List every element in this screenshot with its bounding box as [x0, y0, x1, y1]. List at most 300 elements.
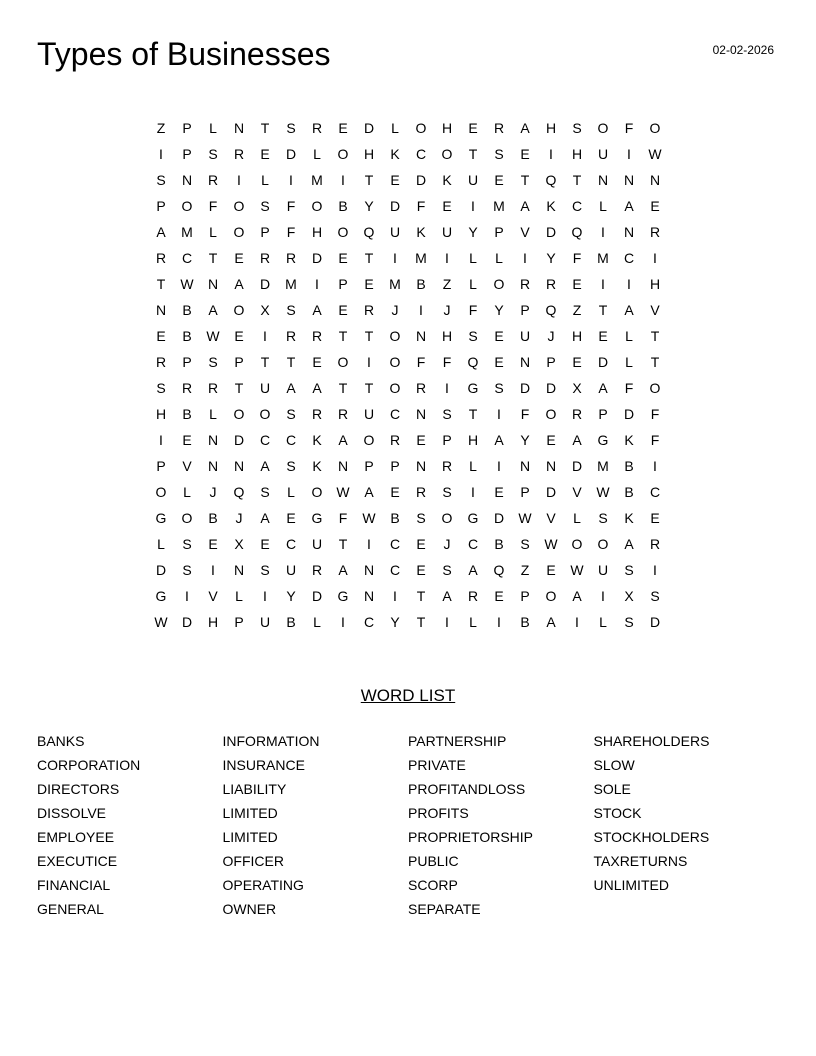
grid-letter: M: [285, 276, 297, 292]
grid-letter: L: [391, 120, 399, 136]
grid-letter: E: [494, 484, 504, 500]
grid-letter: O: [649, 120, 661, 136]
grid-letter: N: [623, 172, 635, 188]
grid-letter: N: [155, 302, 167, 318]
grid-letter: A: [234, 276, 244, 292]
grid-letter: T: [156, 276, 166, 292]
grid-letter: M: [181, 224, 193, 240]
grid-letter: W: [518, 510, 532, 526]
grid-letter: R: [311, 328, 323, 344]
grid-letter: R: [181, 380, 193, 396]
grid-letter: D: [259, 276, 271, 292]
grid-letter: I: [367, 354, 371, 370]
grid-letter: A: [624, 302, 634, 318]
grid-letter: C: [571, 198, 583, 214]
word-list-item: OWNER: [222, 901, 277, 917]
grid-letter: R: [649, 536, 661, 552]
grid-letter: L: [157, 536, 165, 552]
grid-letter: O: [233, 406, 245, 422]
grid-letter: A: [624, 198, 634, 214]
grid-letter: G: [155, 588, 167, 604]
grid-letter: O: [233, 198, 245, 214]
grid-letter: T: [338, 536, 348, 552]
grid-letter: B: [182, 406, 192, 422]
grid-letter: J: [547, 328, 555, 344]
grid-letter: E: [442, 198, 452, 214]
grid-letter: W: [570, 562, 584, 578]
grid-letter: E: [598, 328, 608, 344]
grid-letter: O: [259, 406, 271, 422]
grid-letter: V: [546, 510, 556, 526]
grid-letter: N: [415, 406, 427, 422]
grid-letter: D: [181, 614, 193, 630]
grid-letter: P: [442, 432, 452, 448]
grid-letter: Y: [286, 588, 296, 604]
grid-letter: N: [649, 172, 661, 188]
grid-letter: I: [627, 276, 631, 292]
grid-letter: H: [571, 328, 583, 344]
grid-letter: O: [363, 432, 375, 448]
word-list-item: BANKS: [37, 733, 85, 749]
grid-letter: E: [416, 562, 426, 578]
grid-letter: C: [389, 562, 401, 578]
grid-letter: O: [389, 380, 401, 396]
grid-letter: R: [311, 120, 323, 136]
grid-letter: K: [390, 146, 400, 162]
grid-letter: E: [650, 198, 660, 214]
grid-letter: T: [416, 588, 426, 604]
grid-letter: G: [311, 510, 323, 526]
grid-letter: O: [337, 146, 349, 162]
grid-letter: N: [207, 276, 219, 292]
grid-letter: H: [363, 146, 375, 162]
word-list-heading: WORD LIST: [360, 686, 456, 705]
grid-letter: D: [363, 120, 375, 136]
grid-letter: I: [445, 614, 449, 630]
grid-letter: D: [545, 380, 557, 396]
grid-letter: F: [286, 224, 296, 240]
grid-letter: E: [494, 588, 504, 604]
grid-letter: S: [624, 562, 634, 578]
grid-letter: P: [182, 120, 192, 136]
grid-letter: P: [182, 354, 192, 370]
grid-letter: P: [364, 458, 374, 474]
grid-letter: F: [650, 406, 660, 422]
grid-letter: S: [494, 146, 504, 162]
grid-letter: D: [623, 406, 635, 422]
word-list-item: SHAREHOLDERS: [593, 733, 710, 749]
grid-letter: F: [416, 198, 426, 214]
grid-letter: C: [363, 614, 375, 630]
grid-letter: E: [416, 536, 426, 552]
grid-letter: T: [338, 328, 348, 344]
grid-letter: T: [364, 380, 374, 396]
grid-letter: F: [442, 354, 452, 370]
grid-letter: R: [363, 302, 375, 318]
grid-letter: R: [649, 224, 661, 240]
grid-letter: A: [260, 510, 270, 526]
grid-letter: E: [520, 146, 530, 162]
grid-letter: I: [445, 380, 449, 396]
grid-letter: C: [467, 536, 479, 552]
grid-letter: K: [624, 432, 634, 448]
grid-letter: H: [155, 406, 167, 422]
grid-letter: P: [338, 276, 348, 292]
grid-letter: T: [260, 120, 270, 136]
grid-letter: N: [363, 562, 375, 578]
grid-letter: H: [649, 276, 661, 292]
grid-letter: S: [260, 198, 270, 214]
grid-letter: P: [494, 224, 504, 240]
grid-letter: U: [259, 380, 271, 396]
grid-letter: L: [209, 406, 217, 422]
grid-letter: A: [312, 380, 322, 396]
grid-letter: T: [338, 380, 348, 396]
grid-letter: S: [442, 562, 452, 578]
grid-letter: H: [311, 224, 323, 240]
grid-letter: Z: [156, 120, 166, 136]
grid-letter: J: [443, 536, 451, 552]
grid-letter: N: [519, 354, 531, 370]
grid-letter: P: [156, 198, 166, 214]
grid-letter: P: [390, 458, 400, 474]
grid-letter: E: [650, 510, 660, 526]
grid-letter: J: [391, 302, 399, 318]
grid-letter: T: [650, 328, 660, 344]
word-list-item: INSURANCE: [222, 757, 305, 773]
grid-letter: E: [338, 120, 348, 136]
word-list-item: SCORP: [408, 877, 458, 893]
grid-letter: J: [235, 510, 243, 526]
grid-letter: V: [520, 224, 530, 240]
grid-letter: N: [545, 458, 557, 474]
word-list-item: SLOW: [593, 757, 635, 773]
word-list: [37, 729, 779, 921]
grid-letter: S: [156, 172, 166, 188]
grid-letter: U: [389, 224, 401, 240]
grid-letter: L: [469, 458, 477, 474]
grid-letter: S: [182, 536, 192, 552]
grid-letter: Q: [545, 172, 557, 188]
grid-letter: S: [468, 328, 478, 344]
grid-letter: C: [259, 432, 271, 448]
grid-letter: S: [494, 380, 504, 396]
grid-letter: S: [286, 406, 296, 422]
grid-letter: C: [389, 406, 401, 422]
grid-letter: A: [156, 224, 166, 240]
grid-letter: B: [208, 510, 218, 526]
grid-letter: T: [286, 354, 296, 370]
grid-letter: B: [338, 198, 348, 214]
grid-letter: R: [415, 380, 427, 396]
grid-letter: B: [624, 484, 634, 500]
grid-letter: M: [415, 250, 427, 266]
grid-letter: N: [363, 588, 375, 604]
grid-letter: I: [393, 588, 397, 604]
grid-letter: E: [468, 120, 478, 136]
grid-letter: Q: [571, 224, 583, 240]
grid-letter: I: [289, 172, 293, 188]
grid-letter: U: [519, 328, 531, 344]
grid-letter: K: [624, 510, 634, 526]
word-list-item: TAXRETURNS: [593, 853, 688, 869]
grid-letter: U: [441, 224, 453, 240]
grid-letter: R: [493, 120, 505, 136]
grid-letter: R: [285, 250, 297, 266]
grid-letter: W: [154, 614, 168, 630]
grid-letter: S: [520, 536, 530, 552]
grid-letter: I: [497, 406, 501, 422]
grid-letter: E: [338, 250, 348, 266]
word-list-item: LIABILITY: [222, 781, 287, 797]
grid-letter: N: [519, 458, 531, 474]
grid-letter: M: [389, 276, 401, 292]
grid-letter: D: [493, 510, 505, 526]
grid-letter: H: [545, 120, 557, 136]
grid-letter: O: [389, 354, 401, 370]
grid-letter: W: [336, 484, 350, 500]
grid-letter: C: [285, 432, 297, 448]
grid-letter: P: [598, 406, 608, 422]
grid-letter: A: [624, 536, 634, 552]
grid-letter: R: [233, 146, 245, 162]
grid-letter: O: [493, 276, 505, 292]
grid-letter: U: [285, 562, 297, 578]
grid-letter: O: [311, 484, 323, 500]
grid-letter: O: [311, 198, 323, 214]
grid-letter: I: [393, 250, 397, 266]
grid-letter: O: [545, 588, 557, 604]
grid-letter: S: [624, 614, 634, 630]
grid-letter: B: [624, 458, 634, 474]
grid-letter: R: [545, 276, 557, 292]
grid-letter: D: [311, 588, 323, 604]
grid-letter: A: [208, 302, 218, 318]
grid-letter: T: [468, 146, 478, 162]
grid-letter: E: [260, 146, 270, 162]
grid-letter: N: [233, 120, 245, 136]
word-list-item: CORPORATION: [37, 757, 141, 773]
word-list-item: DIRECTORS: [37, 781, 120, 797]
grid-letter: Z: [572, 302, 582, 318]
grid-letter: T: [572, 172, 582, 188]
grid-letter: S: [260, 484, 270, 500]
grid-letter: L: [235, 588, 243, 604]
grid-letter: I: [497, 614, 501, 630]
grid-letter: I: [549, 146, 553, 162]
grid-letter: S: [260, 562, 270, 578]
grid-letter: P: [234, 354, 244, 370]
grid-letter: T: [650, 354, 660, 370]
grid-letter: S: [598, 510, 608, 526]
grid-letter: L: [469, 250, 477, 266]
grid-letter: D: [597, 354, 609, 370]
grid-letter: B: [390, 510, 400, 526]
word-list-item: PROFITS: [408, 805, 469, 821]
word-list-item: OPERATING: [222, 877, 304, 893]
grid-letter: F: [338, 510, 348, 526]
grid-letter: N: [233, 458, 245, 474]
grid-letter: I: [497, 458, 501, 474]
grid-letter: B: [494, 536, 504, 552]
word-list-column: [223, 729, 409, 921]
grid-letter: X: [234, 536, 244, 552]
grid-letter: R: [389, 432, 401, 448]
grid-letter: N: [597, 172, 609, 188]
grid-letter: U: [597, 562, 609, 578]
grid-letter: L: [313, 614, 321, 630]
grid-letter: E: [286, 510, 296, 526]
grid-letter: E: [390, 172, 400, 188]
word-list-column: [594, 729, 780, 921]
grid-letter: D: [285, 146, 297, 162]
word-list-item: FINANCIAL: [37, 877, 111, 893]
grid-letter: E: [390, 484, 400, 500]
grid-letter: T: [364, 328, 374, 344]
grid-letter: L: [469, 614, 477, 630]
grid-letter: A: [598, 380, 608, 396]
word-list-item: EMPLOYEE: [37, 829, 115, 845]
grid-letter: R: [155, 354, 167, 370]
grid-letter: N: [415, 328, 427, 344]
word-list-item: STOCK: [593, 805, 642, 821]
grid-letter: U: [311, 536, 323, 552]
grid-letter: Q: [493, 562, 505, 578]
grid-letter: A: [520, 120, 530, 136]
grid-letter: P: [156, 458, 166, 474]
grid-letter: Q: [233, 484, 245, 500]
grid-letter: D: [233, 432, 245, 448]
grid-letter: M: [597, 458, 609, 474]
grid-letter: S: [156, 380, 166, 396]
word-list-item: INFORMATION: [222, 733, 320, 749]
grid-letter: P: [520, 302, 530, 318]
grid-letter: I: [263, 328, 267, 344]
grid-letter: N: [623, 224, 635, 240]
grid-letter: S: [442, 406, 452, 422]
grid-letter: E: [260, 536, 270, 552]
grid-letter: L: [573, 510, 581, 526]
grid-letter: F: [416, 354, 426, 370]
grid-letter: K: [312, 432, 322, 448]
grid-letter: O: [233, 224, 245, 240]
grid-letter: S: [416, 510, 426, 526]
grid-letter: S: [182, 562, 192, 578]
grid-letter: R: [311, 562, 323, 578]
grid-letter: K: [442, 172, 452, 188]
grid-letter: V: [208, 588, 218, 604]
grid-letter: D: [415, 172, 427, 188]
grid-letter: D: [519, 380, 531, 396]
grid-letter: R: [207, 172, 219, 188]
grid-letter: E: [572, 354, 582, 370]
grid-letter: Z: [442, 276, 452, 292]
grid-letter: D: [311, 250, 323, 266]
grid-letter: E: [494, 172, 504, 188]
grid-letter: E: [156, 328, 166, 344]
page-title: Types of Businesses: [37, 36, 331, 72]
grid-letter: Q: [545, 302, 557, 318]
word-list-column: [37, 729, 223, 921]
grid-letter: W: [206, 328, 220, 344]
grid-letter: I: [601, 588, 605, 604]
word-list-item: PROPRIETORSHIP: [408, 829, 533, 845]
grid-letter: B: [182, 302, 192, 318]
grid-letter: A: [520, 198, 530, 214]
word-list-item: PROFITANDLOSS: [408, 781, 526, 797]
grid-letter: T: [260, 354, 270, 370]
grid-letter: I: [263, 588, 267, 604]
grid-letter: I: [653, 250, 657, 266]
grid-letter: O: [597, 536, 609, 552]
grid-letter: E: [364, 276, 374, 292]
grid-letter: F: [208, 198, 218, 214]
grid-letter: R: [415, 484, 427, 500]
grid-letter: A: [312, 302, 322, 318]
grid-letter: N: [181, 172, 193, 188]
grid-letter: A: [572, 432, 582, 448]
grid-letter: E: [546, 562, 556, 578]
grid-letter: F: [650, 432, 660, 448]
grid-letter: N: [233, 562, 245, 578]
grid-letter: R: [467, 588, 479, 604]
grid-letter: O: [441, 146, 453, 162]
grid-letter: J: [443, 302, 451, 318]
grid-letter: Y: [494, 302, 504, 318]
grid-letter: W: [648, 146, 662, 162]
grid-letter: F: [624, 380, 634, 396]
grid-letter: E: [312, 354, 322, 370]
grid-letter: C: [389, 536, 401, 552]
grid-letter: I: [601, 276, 605, 292]
grid-letter: T: [364, 250, 374, 266]
grid-letter: L: [261, 172, 269, 188]
word-list-item: STOCKHOLDERS: [593, 829, 710, 845]
grid-letter: L: [469, 276, 477, 292]
grid-letter: A: [546, 614, 556, 630]
grid-letter: E: [572, 276, 582, 292]
grid-letter: S: [208, 354, 218, 370]
grid-letter: P: [182, 146, 192, 162]
grid-letter: I: [159, 432, 163, 448]
grid-letter: U: [259, 614, 271, 630]
grid-letter: B: [286, 614, 296, 630]
grid-letter: R: [311, 406, 323, 422]
grid-letter: O: [415, 120, 427, 136]
grid-letter: P: [546, 354, 556, 370]
grid-letter: F: [520, 406, 530, 422]
word-list-item: LIMITED: [222, 805, 278, 821]
grid-letter: B: [182, 328, 192, 344]
grid-letter: X: [624, 588, 634, 604]
grid-letter: M: [597, 250, 609, 266]
grid-letter: Y: [546, 250, 556, 266]
grid-letter: I: [653, 458, 657, 474]
grid-letter: N: [415, 458, 427, 474]
grid-letter: A: [338, 562, 348, 578]
grid-letter: P: [520, 484, 530, 500]
grid-letter: C: [623, 250, 635, 266]
grid-letter: K: [416, 224, 426, 240]
grid-letter: L: [287, 484, 295, 500]
grid-letter: L: [599, 614, 607, 630]
grid-letter: Y: [520, 432, 530, 448]
grid-letter: L: [183, 484, 191, 500]
grid-letter: X: [260, 302, 270, 318]
grid-letter: O: [545, 406, 557, 422]
grid-letter: R: [259, 250, 271, 266]
grid-letter: K: [312, 458, 322, 474]
